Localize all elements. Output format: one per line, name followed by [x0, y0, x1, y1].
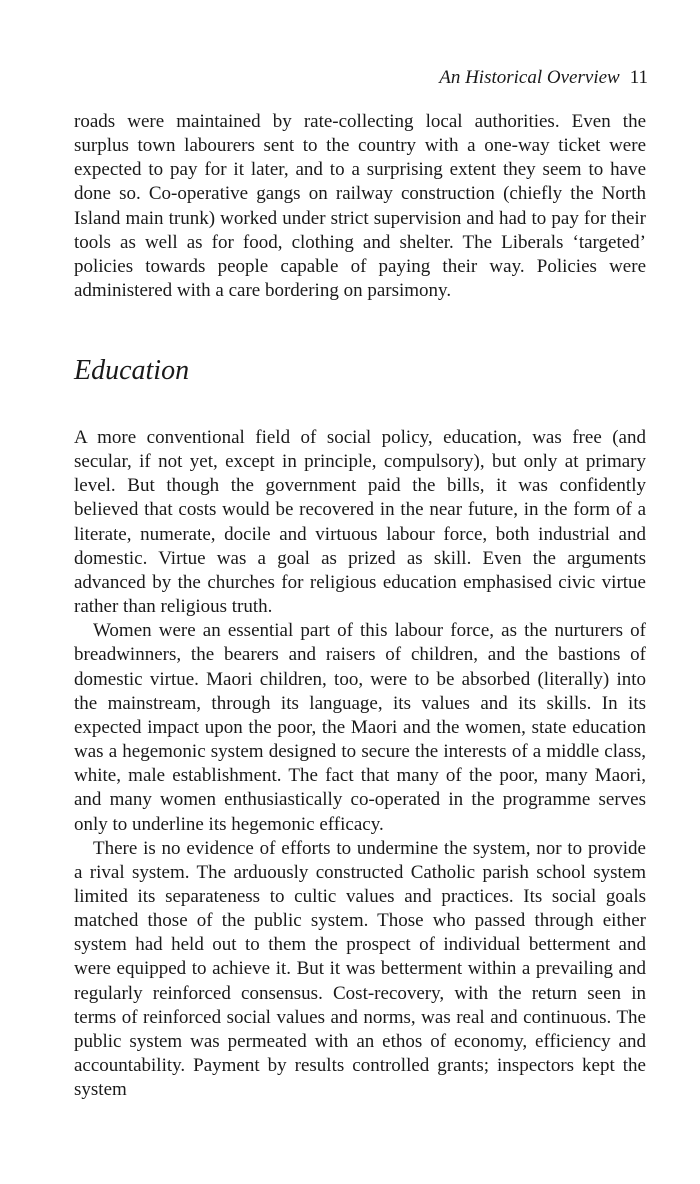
body-paragraph: There is no evidence of efforts to undermine the system, nor to provide a rival system. The arduously constructed Catholic parish school system limited its separateness to cultic values and practices. Its social goals matched those of the public system. Those who passed through either system had held out to them the prospect of individual betterment and were equipped to achieve it. But it was betterment within a prevailing and regularly reinforced consensus. Cost-recovery, with the return seen in terms of reinforced social values and norms, was real and continuous. The public system was permeated with an ethos of economy, efficiency and accountability. Payment by results controlled grants; inspectors kept the system	[74, 837, 646, 1101]
running-header	[439, 66, 648, 90]
body-paragraph: A more conventional field of social policy, education, was free (and secular, if not yet, except in principle, compulsory), but only at primary level. But though the government paid the bills, it was confidently believed that costs would be recovered in the near future, in the form of a literate, numerate, docile and virtuous labour force, both industrial and domestic. Virtue was a goal as prized as skill. Even the arguments advanced by the churches for religious education emphasised civic virtue rather than religious truth.	[74, 427, 646, 618]
body-paragraph: Women were an essential part of this labour force, as the nurturers of breadwinners, the bearers and raisers of children, and the bastions of domestic virtue. Maori children, too, were to be absorbed (literally) into the mainstream, through its language, its values and its skills. In its expected impact upon the poor, the Maori and the women, state education was a hegemonic system designed to secure the interests of a middle class, white, male establishment. The fact that many of the poor, many Maori, and many women enthusiastically co-operated in the programme serves only to underline its hegemonic efficacy.	[74, 620, 646, 835]
body-paragraph-continued: roads were maintained by rate-collecting local authorities. Even the surplus town labourers sent to the country with a one-way ticket were expected to pay for it later, and to a surprising extent they seem to have done so. Co-operative gangs on railway construction (chiefly the North Island main trunk) worked under strict supervision and had to pay for their tools as well as for food, clothing and shelter. The Liberals ‘targeted’ policies towards people capable of paying their way. Policies were administered with a care bordering on parsimony.	[74, 111, 646, 302]
continued-text-block	[74, 110, 646, 303]
page-number: 11	[629, 67, 648, 88]
running-title: An Historical Overview	[439, 67, 620, 88]
section-heading: Education	[74, 355, 190, 386]
section-text-block	[74, 426, 646, 1102]
